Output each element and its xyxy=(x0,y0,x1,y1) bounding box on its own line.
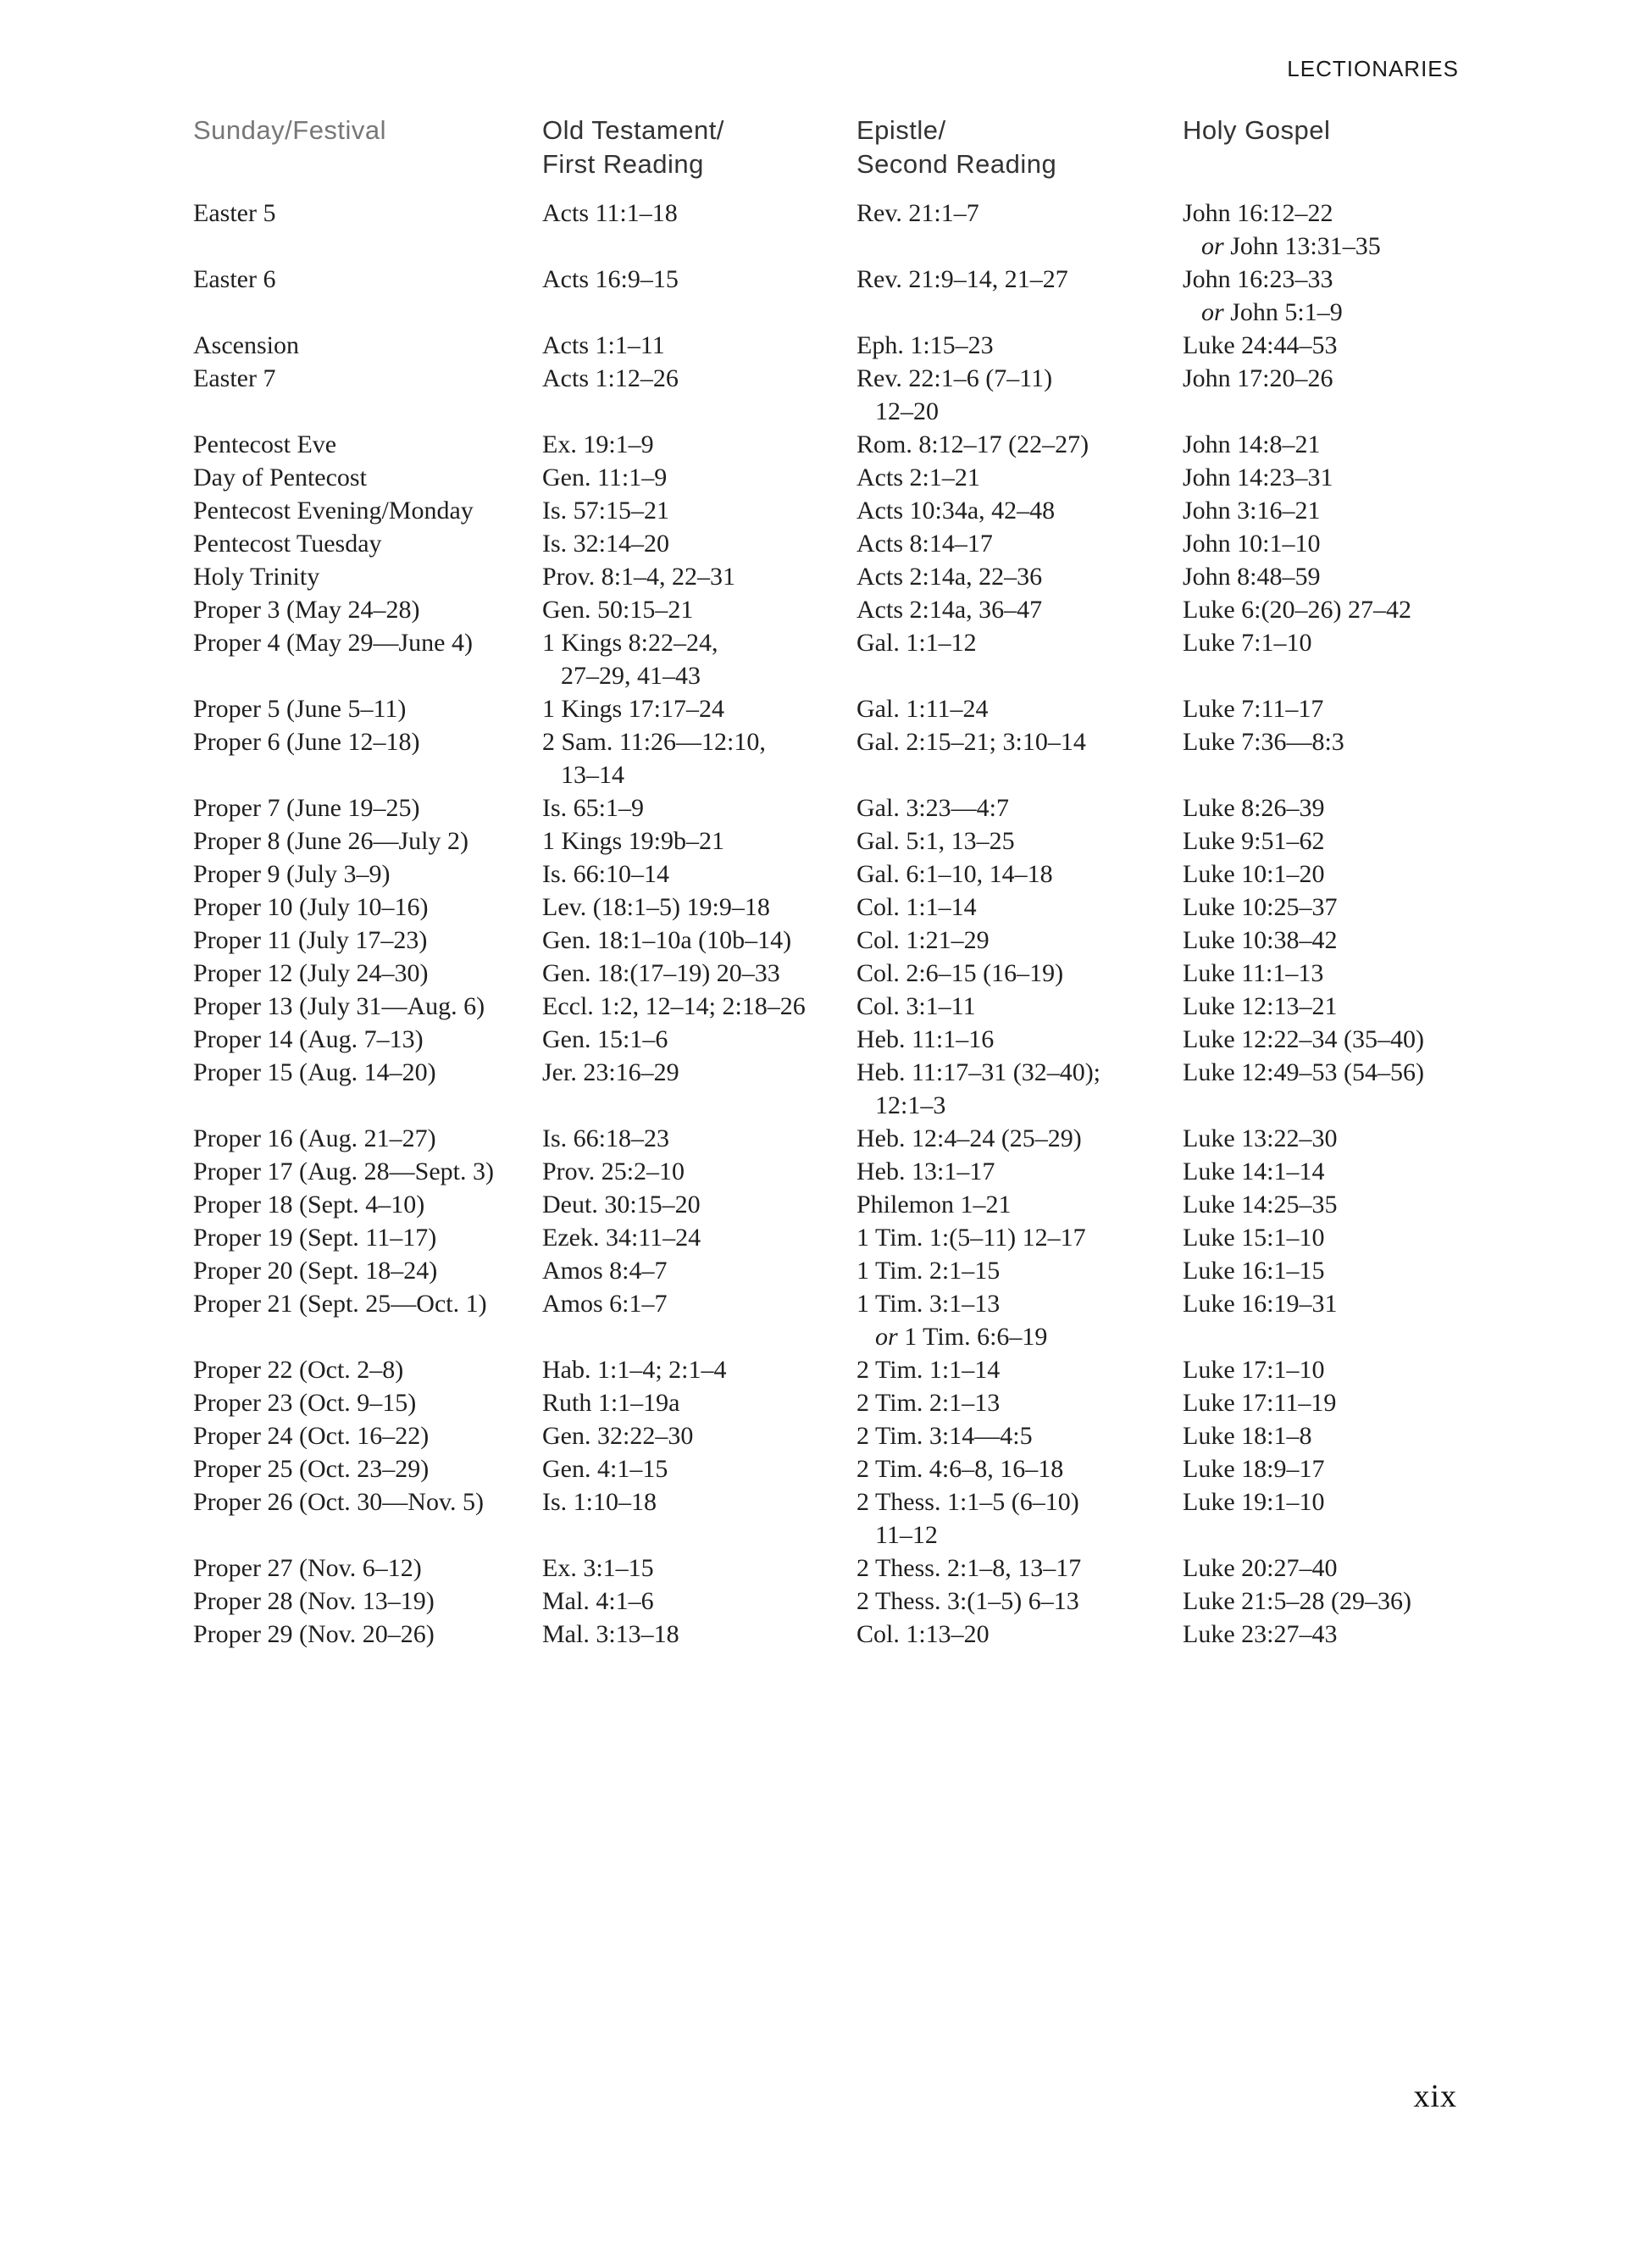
sunday-festival-cell: Pentecost Eve xyxy=(193,430,337,458)
sunday-festival-cell: Proper 14 (Aug. 7–13) xyxy=(193,1025,424,1053)
epistle-cell: Col. 1:13–20 xyxy=(856,1620,990,1648)
table-row xyxy=(193,626,1515,692)
epistle-cell: Rev. 22:1–6 (7–11) 12–20 xyxy=(856,364,1053,425)
sunday-festival-cell: Proper 16 (Aug. 21–27) xyxy=(193,1124,436,1152)
sunday-festival-cell: Proper 7 (June 19–25) xyxy=(193,794,420,822)
epistle-cell: 1 Tim. 3:1–13 or 1 Tim. 6:6–19 xyxy=(856,1290,1048,1351)
old-testament-cell: Hab. 1:1–4; 2:1–4 xyxy=(542,1356,727,1384)
epistle-cell: 2 Tim. 1:1–14 xyxy=(856,1356,1001,1384)
epistle-cell: Acts 2:1–21 xyxy=(856,464,980,491)
table-row xyxy=(193,1585,1515,1618)
sunday-festival-cell: Easter 6 xyxy=(193,265,276,293)
table-row xyxy=(193,362,1515,428)
epistle-cell: 2 Tim. 3:14—4:5 xyxy=(856,1422,1033,1450)
lectionary-table xyxy=(193,114,1515,1651)
sunday-festival-cell: Proper 27 (Nov. 6–12) xyxy=(193,1554,422,1582)
sunday-festival-cell: Day of Pentecost xyxy=(193,464,367,491)
header-holy-gospel: Holy Gospel xyxy=(1183,115,1331,145)
sunday-festival-cell: Proper 15 (Aug. 14–20) xyxy=(193,1058,436,1086)
epistle-cell: Heb. 12:4–24 (25–29) xyxy=(856,1124,1082,1152)
epistle-cell: Heb. 11:1–16 xyxy=(856,1025,995,1053)
sunday-festival-cell: Pentecost Evening/Monday xyxy=(193,497,474,525)
epistle-cell: Heb. 13:1–17 xyxy=(856,1158,995,1185)
holy-gospel-cell: John 16:23–33 or John 5:1–9 xyxy=(1183,265,1343,326)
table-body xyxy=(193,197,1515,1651)
holy-gospel-cell: Luke 16:1–15 xyxy=(1183,1257,1325,1285)
table-row xyxy=(193,1452,1515,1485)
epistle-cell: Philemon 1–21 xyxy=(856,1191,1012,1219)
old-testament-cell: Is. 66:18–23 xyxy=(542,1124,669,1152)
holy-gospel-cell: Luke 7:36—8:3 xyxy=(1183,728,1344,756)
table-row xyxy=(193,1122,1515,1155)
holy-gospel-cell: Luke 6:(20–26) 27–42 xyxy=(1183,596,1411,624)
table-row xyxy=(193,329,1515,362)
old-testament-cell: 1 Kings 19:9b–21 xyxy=(542,827,725,855)
header-row xyxy=(193,114,1515,197)
holy-gospel-cell: Luke 12:13–21 xyxy=(1183,992,1338,1020)
holy-gospel-cell: Luke 14:25–35 xyxy=(1183,1191,1338,1219)
epistle-cell: 2 Thess. 3:(1–5) 6–13 xyxy=(856,1587,1079,1615)
sunday-festival-cell: Proper 20 (Sept. 18–24) xyxy=(193,1257,438,1285)
old-testament-cell: Gen. 11:1–9 xyxy=(542,464,668,491)
table-row xyxy=(193,560,1515,593)
old-testament-cell: Ex. 19:1–9 xyxy=(542,430,654,458)
table-row xyxy=(193,1287,1515,1353)
table-row xyxy=(193,197,1515,263)
old-testament-cell: Ezek. 34:11–24 xyxy=(542,1224,701,1252)
table-row xyxy=(193,725,1515,791)
epistle-cell: Rom. 8:12–17 (22–27) xyxy=(856,430,1089,458)
sunday-festival-cell: Easter 7 xyxy=(193,364,276,392)
epistle-cell: 1 Tim. 2:1–15 xyxy=(856,1257,1001,1285)
holy-gospel-cell: Luke 18:1–8 xyxy=(1183,1422,1312,1450)
table-row xyxy=(193,494,1515,527)
old-testament-cell: Amos 8:4–7 xyxy=(542,1257,668,1285)
old-testament-cell: 2 Sam. 11:26—12:10, 13–14 xyxy=(542,728,766,789)
old-testament-cell: Gen. 32:22–30 xyxy=(542,1422,694,1450)
old-testament-cell: Ex. 3:1–15 xyxy=(542,1554,654,1582)
table-row xyxy=(193,1419,1515,1452)
table-row xyxy=(193,461,1515,494)
holy-gospel-cell: Luke 19:1–10 xyxy=(1183,1488,1325,1516)
sunday-festival-cell: Proper 6 (June 12–18) xyxy=(193,728,420,756)
holy-gospel-cell: Luke 8:26–39 xyxy=(1183,794,1325,822)
holy-gospel-cell: Luke 17:1–10 xyxy=(1183,1356,1325,1384)
holy-gospel-cell: Luke 13:22–30 xyxy=(1183,1124,1338,1152)
running-head: LECTIONARIES xyxy=(1287,56,1459,81)
holy-gospel-cell: Luke 10:25–37 xyxy=(1183,893,1338,921)
table-row xyxy=(193,990,1515,1023)
epistle-cell: Gal. 2:15–21; 3:10–14 xyxy=(856,728,1086,756)
holy-gospel-cell: Luke 9:51–62 xyxy=(1183,827,1325,855)
sunday-festival-cell: Proper 3 (May 24–28) xyxy=(193,596,420,624)
table-row xyxy=(193,428,1515,461)
sunday-festival-cell: Proper 13 (July 31—Aug. 6) xyxy=(193,992,485,1020)
sunday-festival-cell: Proper 9 (July 3–9) xyxy=(193,860,391,888)
header-epistle: Epistle/ Second Reading xyxy=(856,115,1057,179)
table-row xyxy=(193,791,1515,824)
epistle-cell: 2 Thess. 2:1–8, 13–17 xyxy=(856,1554,1082,1582)
epistle-cell: Acts 2:14a, 36–47 xyxy=(856,596,1043,624)
holy-gospel-cell: Luke 10:1–20 xyxy=(1183,860,1325,888)
old-testament-cell: Jer. 23:16–29 xyxy=(542,1058,679,1086)
old-testament-cell: Ruth 1:1–19a xyxy=(542,1389,680,1417)
holy-gospel-cell: John 10:1–10 xyxy=(1183,530,1321,558)
sunday-festival-cell: Proper 23 (Oct. 9–15) xyxy=(193,1389,417,1417)
table-row xyxy=(193,527,1515,560)
sunday-festival-cell: Easter 5 xyxy=(193,199,276,227)
old-testament-cell: Gen. 15:1–6 xyxy=(542,1025,668,1053)
holy-gospel-cell: Luke 14:1–14 xyxy=(1183,1158,1325,1185)
sunday-festival-cell: Ascension xyxy=(193,331,299,359)
holy-gospel-cell: Luke 18:9–17 xyxy=(1183,1455,1325,1483)
old-testament-cell: Acts 11:1–18 xyxy=(542,199,678,227)
old-testament-cell: Is. 1:10–18 xyxy=(542,1488,657,1516)
epistle-cell: Gal. 1:1–12 xyxy=(856,629,977,657)
old-testament-cell: Mal. 3:13–18 xyxy=(542,1620,679,1648)
holy-gospel-cell: John 3:16–21 xyxy=(1183,497,1321,525)
holy-gospel-cell: Luke 7:1–10 xyxy=(1183,629,1312,657)
old-testament-cell: Is. 65:1–9 xyxy=(542,794,644,822)
sunday-festival-cell: Proper 24 (Oct. 16–22) xyxy=(193,1422,430,1450)
holy-gospel-cell: John 16:12–22 or John 13:31–35 xyxy=(1183,199,1381,260)
table-row xyxy=(193,924,1515,957)
holy-gospel-cell: Luke 12:49–53 (54–56) xyxy=(1183,1058,1424,1086)
holy-gospel-cell: John 17:20–26 xyxy=(1183,364,1333,392)
sunday-festival-cell: Proper 17 (Aug. 28—Sept. 3) xyxy=(193,1158,494,1185)
table-row xyxy=(193,1353,1515,1386)
holy-gospel-cell: Luke 24:44–53 xyxy=(1183,331,1338,359)
old-testament-cell: Prov. 8:1–4, 22–31 xyxy=(542,563,736,591)
holy-gospel-cell: Luke 12:22–34 (35–40) xyxy=(1183,1025,1424,1053)
sunday-festival-cell: Proper 25 (Oct. 23–29) xyxy=(193,1455,430,1483)
sunday-festival-cell: Proper 26 (Oct. 30—Nov. 5) xyxy=(193,1488,484,1516)
epistle-cell: Acts 10:34a, 42–48 xyxy=(856,497,1056,525)
epistle-cell: Rev. 21:9–14, 21–27 xyxy=(856,265,1068,293)
old-testament-cell: Is. 66:10–14 xyxy=(542,860,669,888)
old-testament-cell: Lev. (18:1–5) 19:9–18 xyxy=(542,893,770,921)
epistle-cell: Gal. 1:11–24 xyxy=(856,695,989,723)
epistle-cell: Acts 8:14–17 xyxy=(856,530,993,558)
table-row xyxy=(193,1254,1515,1287)
epistle-cell: Rev. 21:1–7 xyxy=(856,199,979,227)
holy-gospel-cell: Luke 23:27–43 xyxy=(1183,1620,1338,1648)
epistle-cell: Col. 1:1–14 xyxy=(856,893,977,921)
holy-gospel-cell: Luke 16:19–31 xyxy=(1183,1290,1338,1318)
table-row xyxy=(193,1188,1515,1221)
holy-gospel-cell: Luke 7:11–17 xyxy=(1183,695,1324,723)
sunday-festival-cell: Proper 8 (June 26—July 2) xyxy=(193,827,468,855)
sunday-festival-cell: Proper 21 (Sept. 25—Oct. 1) xyxy=(193,1290,487,1318)
old-testament-cell: Gen. 50:15–21 xyxy=(542,596,694,624)
old-testament-cell: Prov. 25:2–10 xyxy=(542,1158,685,1185)
epistle-cell: Col. 1:21–29 xyxy=(856,926,990,954)
table-row xyxy=(193,1056,1515,1122)
old-testament-cell: Gen. 4:1–15 xyxy=(542,1455,668,1483)
sunday-festival-cell: Proper 22 (Oct. 2–8) xyxy=(193,1356,404,1384)
page-number: xix xyxy=(1413,2079,1457,2114)
old-testament-cell: Eccl. 1:2, 12–14; 2:18–26 xyxy=(542,992,806,1020)
old-testament-cell: Deut. 30:15–20 xyxy=(542,1191,701,1219)
sunday-festival-cell: Proper 10 (July 10–16) xyxy=(193,893,429,921)
holy-gospel-cell: Luke 17:11–19 xyxy=(1183,1389,1337,1417)
epistle-cell: Col. 2:6–15 (16–19) xyxy=(856,959,1064,987)
epistle-cell: 1 Tim. 1:(5–11) 12–17 xyxy=(856,1224,1086,1252)
holy-gospel-cell: Luke 10:38–42 xyxy=(1183,926,1338,954)
sunday-festival-cell: Proper 11 (July 17–23) xyxy=(193,926,428,954)
sunday-festival-cell: Proper 28 (Nov. 13–19) xyxy=(193,1587,435,1615)
epistle-cell: Col. 3:1–11 xyxy=(856,992,976,1020)
holy-gospel-cell: John 8:48–59 xyxy=(1183,563,1321,591)
table-row xyxy=(193,1386,1515,1419)
table-row xyxy=(193,1485,1515,1552)
old-testament-cell: Acts 1:12–26 xyxy=(542,364,679,392)
epistle-cell: 2 Thess. 1:1–5 (6–10) 11–12 xyxy=(856,1488,1079,1549)
table-row xyxy=(193,263,1515,329)
old-testament-cell: 1 Kings 17:17–24 xyxy=(542,695,725,723)
holy-gospel-cell: Luke 11:1–13 xyxy=(1183,959,1324,987)
table-row xyxy=(193,1155,1515,1188)
holy-gospel-cell: Luke 15:1–10 xyxy=(1183,1224,1325,1252)
sunday-festival-cell: Pentecost Tuesday xyxy=(193,530,382,558)
old-testament-cell: 1 Kings 8:22–24, 27–29, 41–43 xyxy=(542,629,718,690)
old-testament-cell: Mal. 4:1–6 xyxy=(542,1587,654,1615)
table-row xyxy=(193,824,1515,858)
epistle-cell: Eph. 1:15–23 xyxy=(856,331,994,359)
epistle-cell: Gal. 3:23—4:7 xyxy=(856,794,1009,822)
holy-gospel-cell: Luke 21:5–28 (29–36) xyxy=(1183,1587,1411,1615)
sunday-festival-cell: Proper 18 (Sept. 4–10) xyxy=(193,1191,425,1219)
table-row xyxy=(193,692,1515,725)
sunday-festival-cell: Proper 19 (Sept. 11–17) xyxy=(193,1224,437,1252)
epistle-cell: Gal. 5:1, 13–25 xyxy=(856,827,1015,855)
old-testament-cell: Is. 32:14–20 xyxy=(542,530,669,558)
table-row xyxy=(193,1618,1515,1651)
epistle-cell: Heb. 11:17–31 (32–40); 12:1–3 xyxy=(856,1058,1101,1119)
sunday-festival-cell: Proper 5 (June 5–11) xyxy=(193,695,407,723)
epistle-cell: Gal. 6:1–10, 14–18 xyxy=(856,860,1053,888)
header-old-testament: Old Testament/ First Reading xyxy=(542,115,724,179)
table-row xyxy=(193,957,1515,990)
holy-gospel-cell: Luke 20:27–40 xyxy=(1183,1554,1338,1582)
old-testament-cell: Gen. 18:1–10a (10b–14) xyxy=(542,926,792,954)
sunday-festival-cell: Holy Trinity xyxy=(193,563,320,591)
epistle-cell: 2 Tim. 2:1–13 xyxy=(856,1389,1001,1417)
old-testament-cell: Gen. 18:(17–19) 20–33 xyxy=(542,959,780,987)
old-testament-cell: Amos 6:1–7 xyxy=(542,1290,668,1318)
holy-gospel-cell: John 14:8–21 xyxy=(1183,430,1321,458)
table-row xyxy=(193,891,1515,924)
table-row xyxy=(193,593,1515,626)
old-testament-cell: Is. 57:15–21 xyxy=(542,497,669,525)
table-row xyxy=(193,1023,1515,1056)
sunday-festival-cell: Proper 29 (Nov. 20–26) xyxy=(193,1620,435,1648)
table-row xyxy=(193,858,1515,891)
old-testament-cell: Acts 1:1–11 xyxy=(542,331,665,359)
epistle-cell: Acts 2:14a, 22–36 xyxy=(856,563,1043,591)
table-row xyxy=(193,1552,1515,1585)
old-testament-cell: Acts 16:9–15 xyxy=(542,265,679,293)
table-row xyxy=(193,1221,1515,1254)
epistle-cell: 2 Tim. 4:6–8, 16–18 xyxy=(856,1455,1064,1483)
sunday-festival-cell: Proper 4 (May 29—June 4) xyxy=(193,629,473,657)
sunday-festival-cell: Proper 12 (July 24–30) xyxy=(193,959,429,987)
holy-gospel-cell: John 14:23–31 xyxy=(1183,464,1333,491)
header-sunday-festival: Sunday/Festival xyxy=(193,115,387,145)
